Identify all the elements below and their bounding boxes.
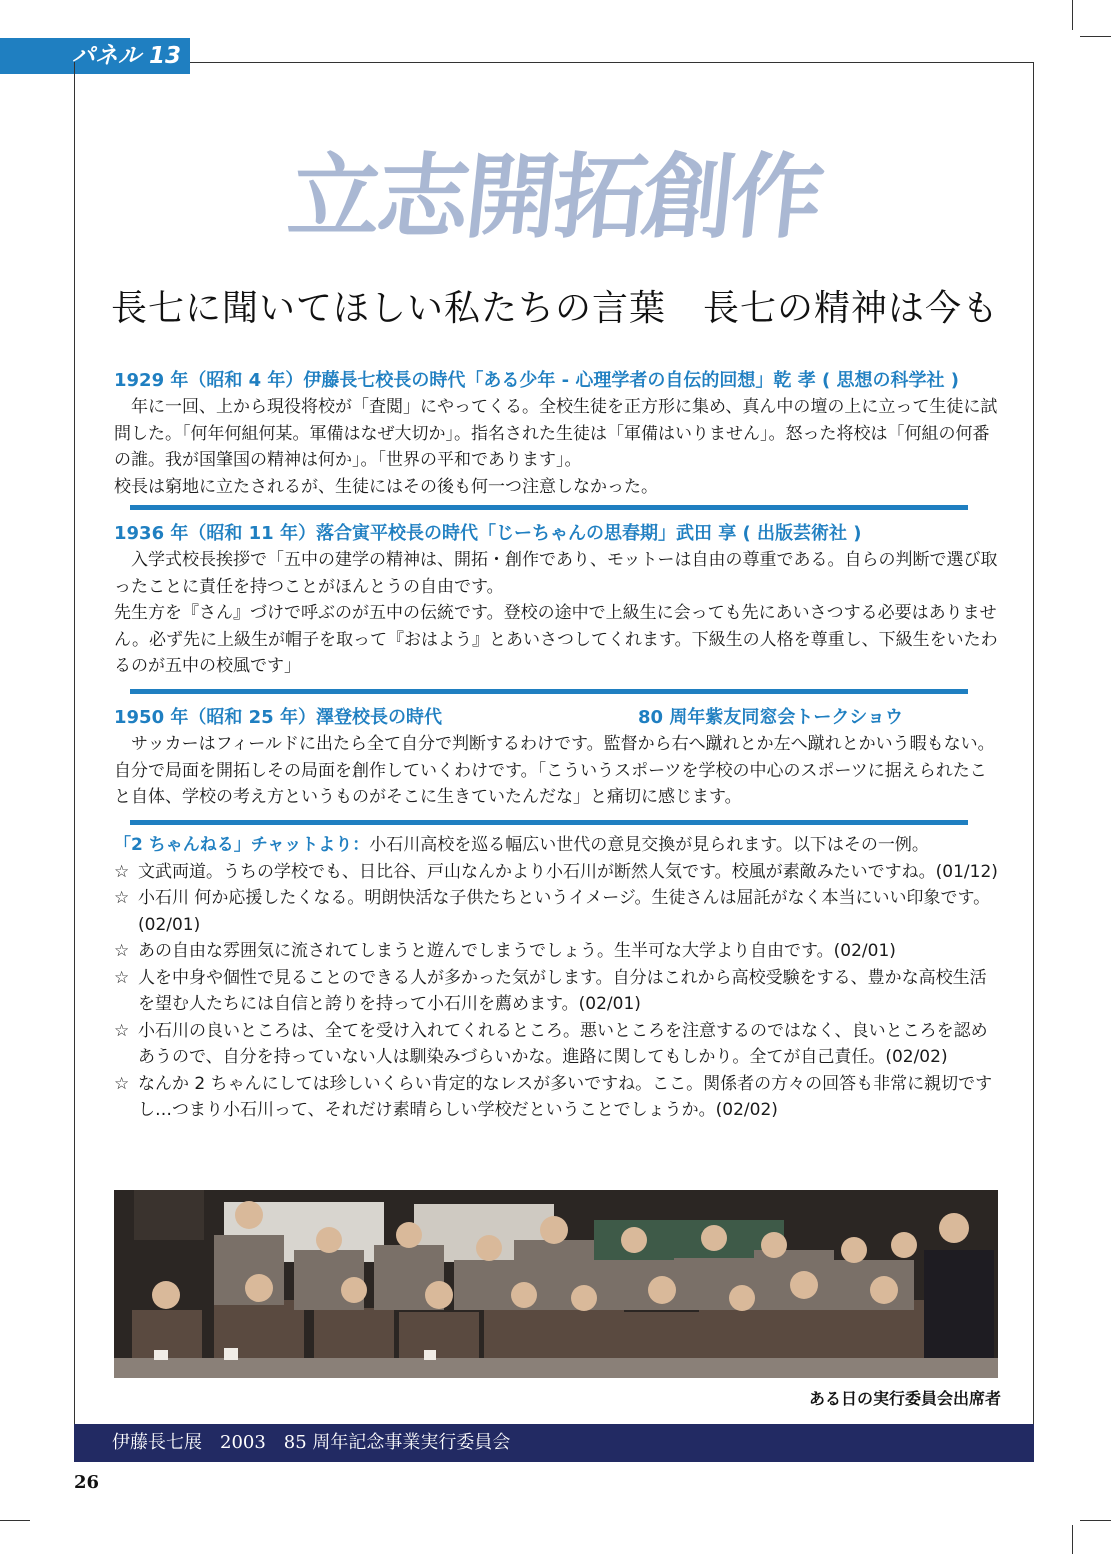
chat-list <box>114 859 999 1124</box>
section-heading: 1936 年（昭和 11 年）落合寅平校長の時代「じーちゃんの思春期」武田 享 ( 出版芸術社 ) <box>114 523 862 544</box>
chat-intro: 小石川高校を巡る幅広い世代の意見交換が見られます。以下はその一例。 <box>369 835 929 855</box>
paragraph: 先生方を『さん』づけで呼ぶのが五中の伝統です。登校の途中で上級生に会っても先にあいさつする必要はありません。必ず先に上級生が帽子を取って『おはよう』とあいさつしてくれます。下級生の人格を尊重し、下級生をいたわるのが五中の校風です」 <box>114 603 998 676</box>
calligraphy-char: 立 <box>283 143 383 251</box>
photo-caption: ある日の実行委員会出席者 <box>808 1389 1001 1408</box>
crop-mark <box>1080 1520 1111 1521</box>
calligraphy-char: 作 <box>725 143 825 251</box>
footer-bar: 伊藤長七展 2003 85 周年記念事業実行委員会 <box>74 1424 1034 1462</box>
chat-heading <box>114 832 999 859</box>
section-body <box>114 547 999 680</box>
chat-item-text: なんか 2 ちゃんにしては珍しいくらい肯定的なレスが多いですね。ここ。関係者の方々の回答も非常に親切ですし…つまり小石川って、それだけ素晴らしい学校だということでしょうか。(02/02) <box>138 1073 993 1120</box>
chat-item-text: あの自由な雰囲気に流されてしまうと遊んでしまうでしょう。生半可な大学より自由です。(02/01) <box>138 941 896 961</box>
calligraphy-char: 志 <box>371 143 472 251</box>
group-photo <box>114 1190 998 1378</box>
list-item <box>114 938 999 965</box>
panel-tab: パネル 13 <box>0 38 190 74</box>
section-heading-left: 1950 年（昭和 25 年）澤登校長の時代 <box>114 707 442 728</box>
page-number: 26 <box>74 1472 100 1493</box>
paragraph: 校長は窮地に立たされるが、生徒にはその後も何一つ注意しなかった。 <box>114 476 658 497</box>
paragraph: サッカーはフィールドに出たら全て自分で判断するわけです。監督から右へ蹴れとか左へ蹴れとかいう暇もない。自分で局面を開拓しその局面を創作していくわけです。「こういうスポーツを学校の中心のスポーツに据えられたこと自体、学校の考え方というものがそこに生きていたんだな」と痛切に感じます。 <box>114 734 995 807</box>
star-icon: ☆ <box>114 861 130 882</box>
calligraphy-char: 開 <box>460 143 560 251</box>
list-item <box>114 1018 999 1071</box>
page-subtitle: 長七に聞いてほしい私たちの言葉 長七の精神は今も <box>110 288 999 329</box>
section-heading-right: 80 周年紫友同窓会トークショウ <box>638 707 903 728</box>
chat-item-text: 人を中身や個性で見ることのできる人が多かった気がします。自分はこれから高校受験をする、豊かな高校生活を望む人たちには自信と誇りを持って小石川を薦めます。(02/01) <box>138 967 987 1014</box>
star-icon: ☆ <box>114 967 130 988</box>
list-item <box>114 965 999 1018</box>
section-body <box>114 394 999 500</box>
section-heading: 1929 年（昭和 4 年）伊藤長七校長の時代「ある少年 - 心理学者の自伝的回想」乾 孝 ( 思想の科学社 ) <box>114 370 959 391</box>
crop-mark <box>0 1520 30 1521</box>
group-photo-illustration <box>114 1190 998 1378</box>
chat-item-text: 小石川 何か応援したくなる。明朗快活な子供たちというイメージ。生徒さんは屈託がなく本当にいい印象です。(02/01) <box>138 888 991 935</box>
calligraphy-title <box>283 135 826 251</box>
list-item <box>114 885 999 938</box>
list-item <box>114 1071 999 1124</box>
star-icon: ☆ <box>114 888 130 908</box>
section-1929 <box>114 368 999 500</box>
section-body <box>114 731 999 811</box>
paragraph: 年に一回、上から現役将校が「査閲」にやってくる。全校生徒を正方形に集め、真ん中の壇の上に立って生徒に試問した。「何年何組何某。軍備はなぜ大切か」。指名された生徒は「軍備はいりません」。怒った将校は「何組の何番の誰。我が国肇国の精神は何か」。「世界の平和であります」。 <box>114 397 998 470</box>
section-chat <box>114 832 999 1124</box>
section-heading <box>114 705 999 731</box>
star-icon: ☆ <box>114 1073 130 1094</box>
crop-mark <box>1072 1525 1073 1554</box>
crop-mark <box>1072 0 1073 30</box>
section-1950 <box>114 705 999 811</box>
section-divider <box>130 505 968 510</box>
paragraph: 入学式校長挨拶で「五中の建学の精神は、開拓・創作であり、モットーは自由の尊重である。自らの判断で選び取ったことに責任を持つことがほんとうの自由です。 <box>114 550 998 597</box>
section-divider <box>130 689 968 694</box>
star-icon: ☆ <box>114 941 130 961</box>
section-divider <box>130 820 968 825</box>
list-item <box>114 859 999 886</box>
star-icon: ☆ <box>114 1020 130 1041</box>
section-1936 <box>114 521 999 680</box>
chat-label: 「2 ちゃんねる」チャットより： <box>114 835 370 855</box>
chat-item-text: 文武両道。うちの学校でも、日比谷、戸山なんかより小石川が断然人気です。校風が素敵みたいですね。(01/12) <box>138 861 998 882</box>
crop-mark <box>1080 36 1111 37</box>
chat-item-text: 小石川の良いところは、全てを受け入れてくれるところ。悪いところを注意するのではなく、良いところを認めあうので、自分を持っていない人は馴染みづらいかな。進路に関してもしかり。全てが自己責任。(02/02) <box>138 1020 988 1067</box>
calligraphy-char: 創 <box>637 143 737 251</box>
calligraphy-char: 拓 <box>548 143 649 251</box>
